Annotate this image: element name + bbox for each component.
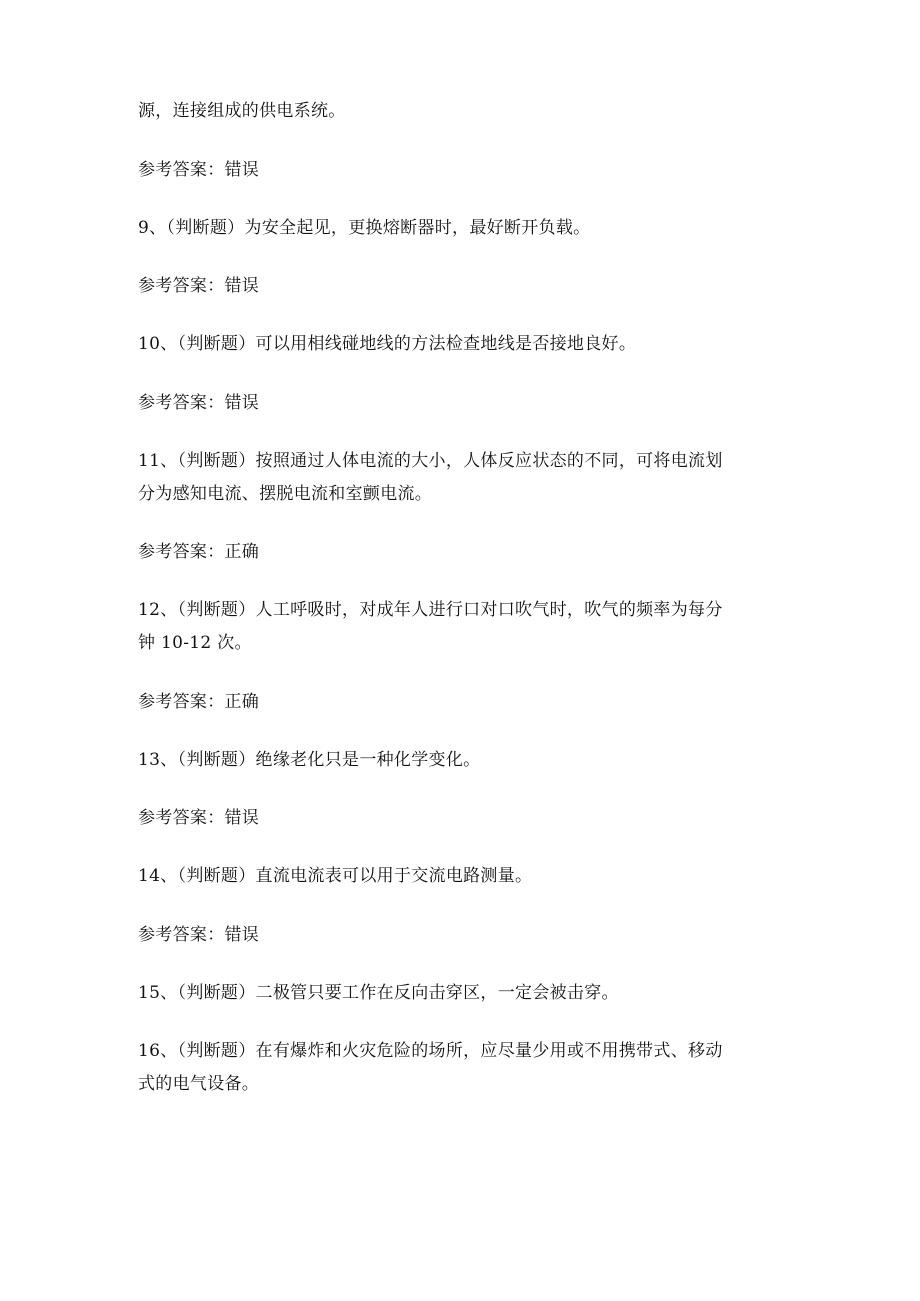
question-15: 15、（判断题）二极管只要工作在反向击穿区，一定会被击穿。 — [138, 983, 619, 1003]
answer-11: 参考答案：正确 — [138, 542, 260, 562]
question-12-line-2: 钟 10-12 次。 — [138, 633, 252, 653]
answer-8: 参考答案：错误 — [138, 160, 260, 180]
answer-9: 参考答案：错误 — [138, 276, 260, 296]
question-9: 9、（判断题）为安全起见，更换熔断器时，最好断开负载。 — [138, 218, 591, 238]
question-13: 13、（判断题）绝缘老化只是一种化学变化。 — [138, 750, 481, 770]
question-16-line-2: 式的电气设备。 — [138, 1074, 260, 1094]
answer-13: 参考答案：错误 — [138, 808, 260, 828]
question-11-line-2: 分为感知电流、摆脱电流和室颤电流。 — [138, 484, 433, 504]
question-10: 10、（判断题）可以用相线碰地线的方法检查地线是否接地良好。 — [138, 334, 637, 354]
question-8-continuation: 源，连接组成的供电系统。 — [138, 101, 346, 121]
question-11-line-1: 11、（判断题）按照通过人体电流的大小，人体反应状态的不同，可将电流划 — [138, 451, 723, 471]
answer-12: 参考答案：正确 — [138, 692, 260, 712]
answer-14: 参考答案：错误 — [138, 925, 260, 945]
question-16-line-1: 16、（判断题）在有爆炸和火灾危险的场所，应尽量少用或不用携带式、移动 — [138, 1041, 723, 1061]
question-14: 14、（判断题）直流电流表可以用于交流电路测量。 — [138, 866, 533, 886]
answer-10: 参考答案：错误 — [138, 393, 260, 413]
question-12-line-1: 12、（判断题）人工呼吸时，对成年人进行口对口吹气时，吹气的频率为每分 — [138, 600, 723, 620]
